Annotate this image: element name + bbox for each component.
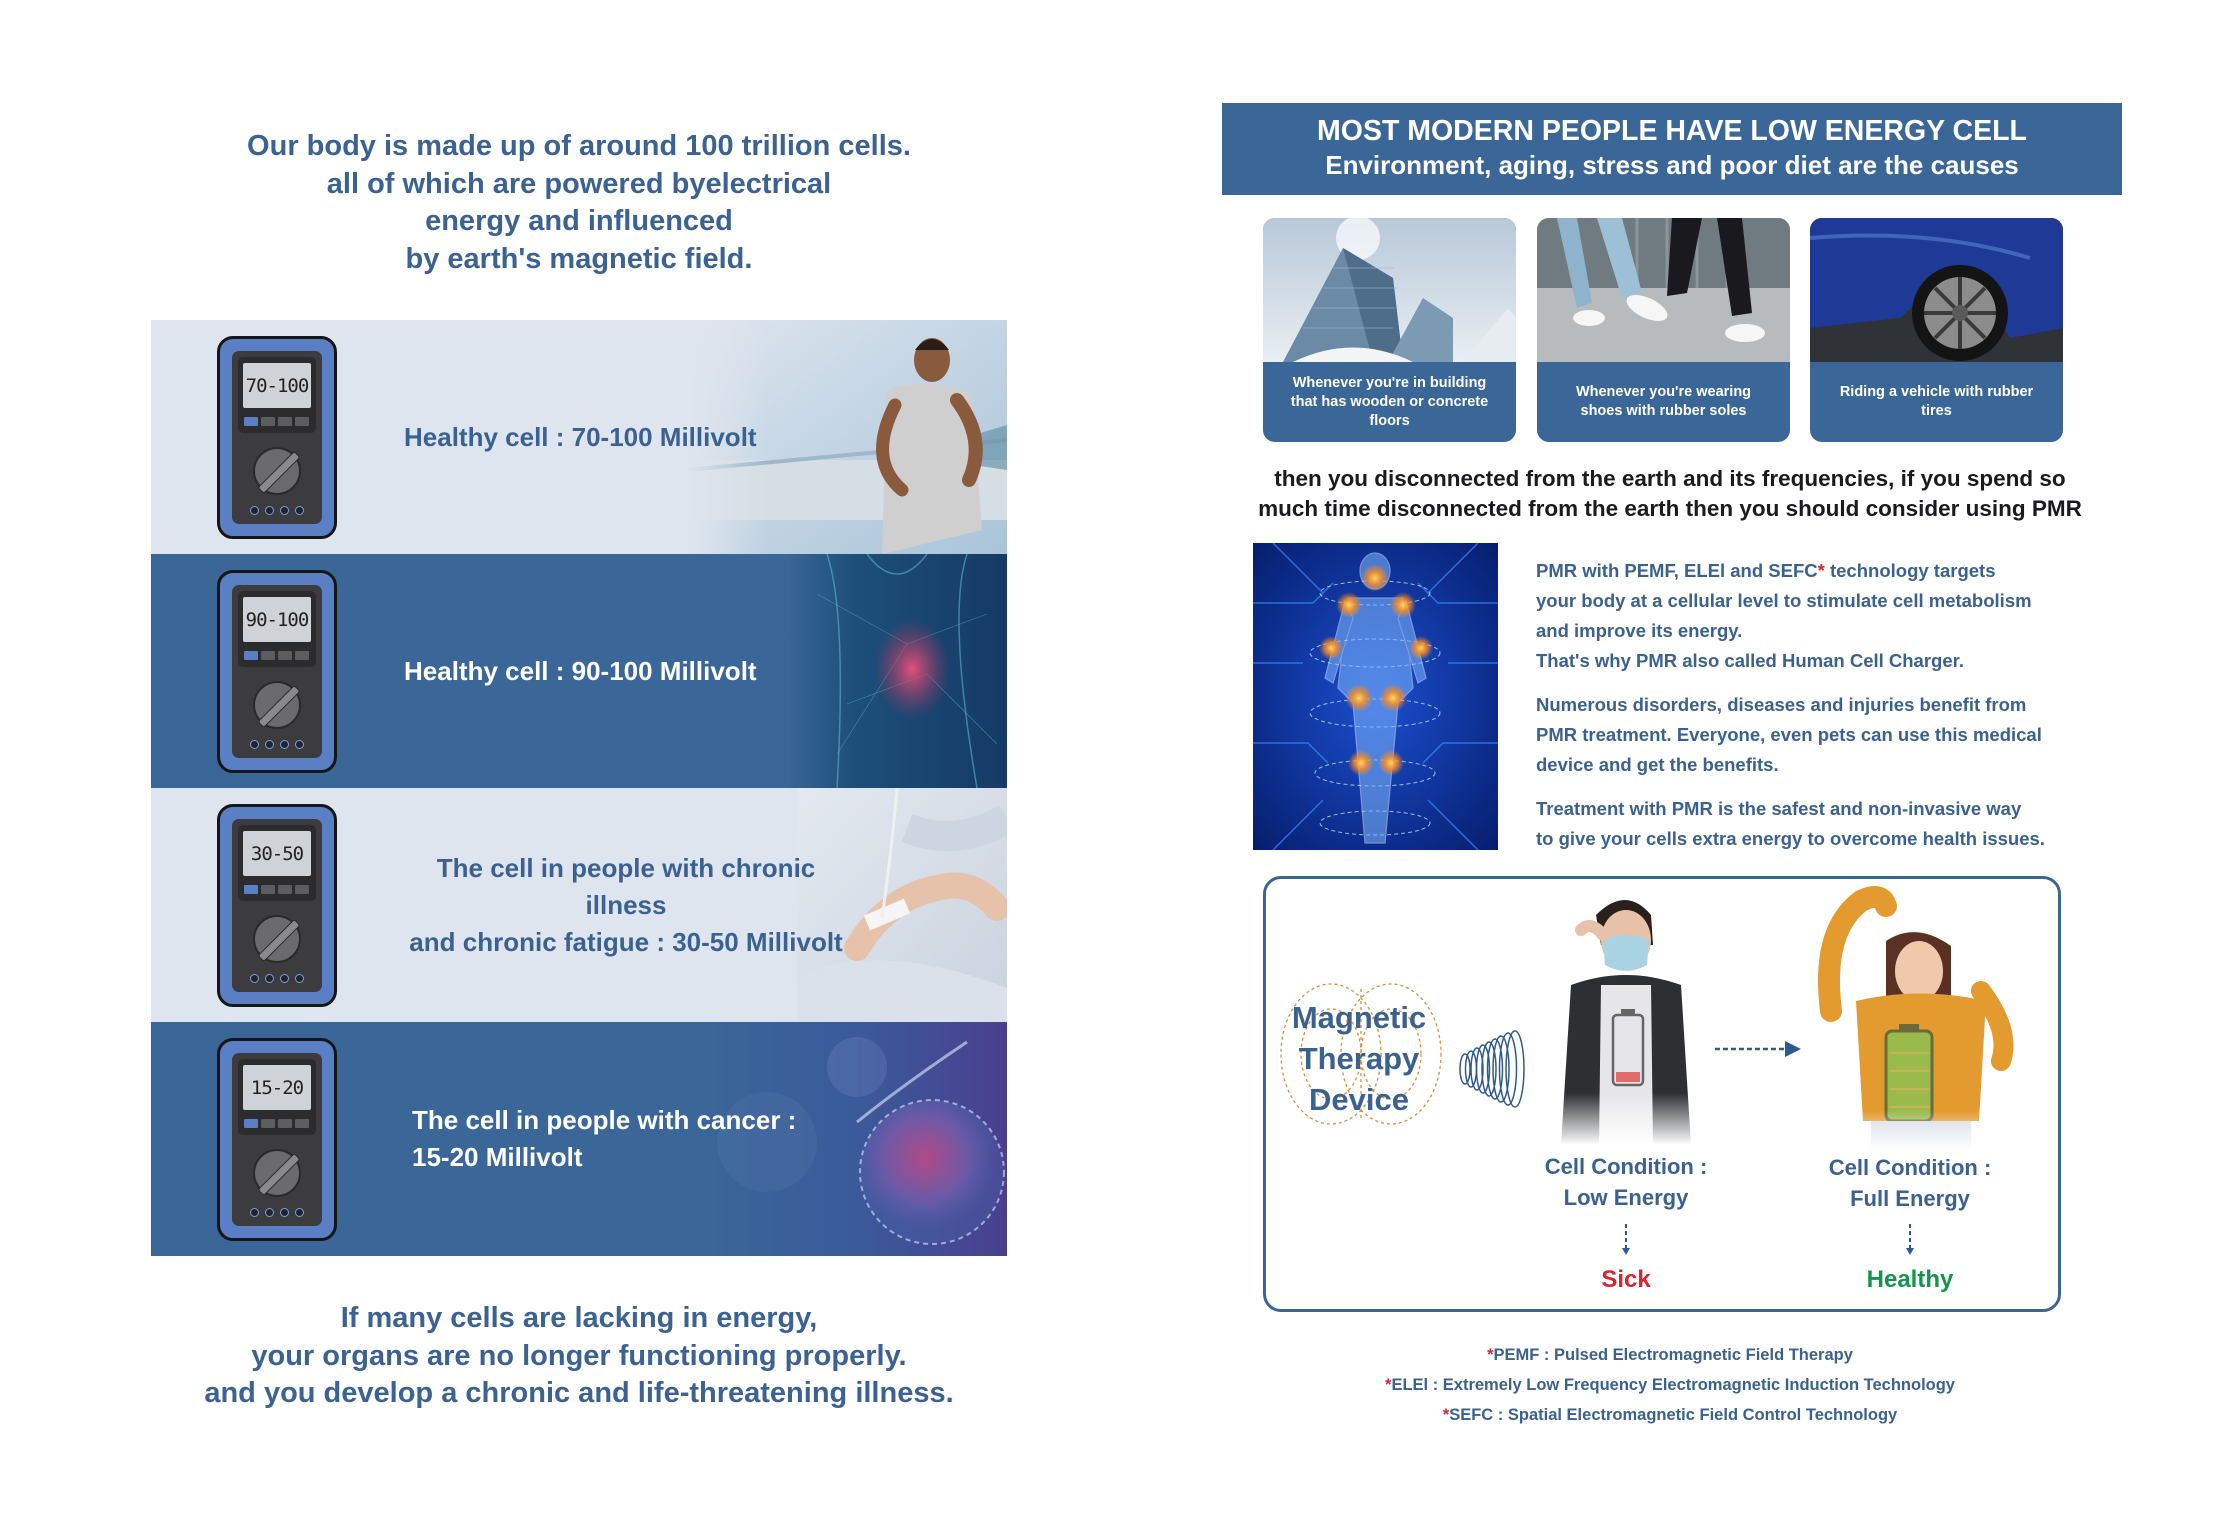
sick-woman-photo [1541, 885, 1711, 1145]
header-title: MOST MODERN PEOPLE HAVE LOW ENERGY CELL [1317, 115, 2027, 147]
multimeter-icon [217, 804, 337, 1007]
disconnect-text [1230, 464, 2110, 524]
healthy-condition [1800, 1152, 2020, 1214]
intro-line: Our body is made up of around 100 trillion cells. [247, 130, 911, 162]
footnote-text: ELEl : Extremely Low Frequency Electromagnetic Induction Technology [1391, 1376, 1955, 1394]
band-healthy-90-100 [151, 554, 1007, 788]
meter-dial-icon [253, 681, 301, 729]
healthy-result-label: Healthy [1866, 1266, 1954, 1293]
band-label-line: Healthy cell : 90-100 Millivolt [404, 655, 757, 686]
dashed-arrow-right-icon [1715, 1039, 1805, 1059]
description-line: and improve its energy. [1536, 620, 1743, 641]
footnote-pemf [1290, 1340, 2050, 1370]
intro-line: energy and influenced [425, 205, 733, 237]
device-label-line: Therapy [1298, 1041, 1420, 1076]
band-label-line: Healthy cell : 70-100 Millivolt [404, 421, 757, 452]
band-chronic-illness-30-50 [151, 788, 1007, 1022]
description-line [1536, 556, 2096, 586]
meter-reading: 90-100 [243, 597, 311, 642]
meter-dial-icon [253, 1149, 301, 1197]
description-line: your body at a cellular level to stimulate cell metabolism [1536, 590, 2032, 611]
description-line: Treatment with PMR is the safest and non-invasive way [1536, 798, 2022, 819]
card-vehicle-tires [1810, 218, 2063, 442]
condition-label: Cell Condition : [1544, 1154, 1708, 1179]
magnetic-therapy-device-label [1284, 997, 1434, 1120]
description-line: to give your cells extra energy to overcome health issues. [1536, 828, 2045, 849]
cell-voltage-panels [151, 320, 1007, 1256]
meter-reading: 15-20 [243, 1065, 311, 1110]
meter-reading: 70-100 [243, 363, 311, 408]
band-label-line: 15-20 Millivolt [412, 1142, 583, 1172]
sneakers-walking-photo [1537, 218, 1790, 362]
office-building-photo [1263, 218, 1516, 362]
sick-condition [1516, 1151, 1736, 1213]
condition-value: Low Energy [1563, 1185, 1689, 1210]
dashed-arrow-down-icon [1905, 1224, 1915, 1256]
sick-result-label: Sick [1601, 1266, 1651, 1293]
outro-text [151, 1300, 1007, 1413]
description-line: PMR treatment. Everyone, even pets can use this medical [1536, 724, 2042, 745]
asterisk-mark: * [1487, 1346, 1494, 1364]
band-label [396, 788, 856, 1022]
footnote-text: SEFC : Spatial Electromagnetic Field Control Technology [1449, 1406, 1898, 1424]
description-line: That's why PMR also called Human Cell Charger. [1536, 650, 1964, 671]
card-caption: Whenever you're in building that has wooden or concrete floors [1290, 374, 1489, 429]
intro-text [151, 128, 1007, 278]
band-label [412, 1022, 832, 1256]
header-subtitle: Environment, aging, stress and poor diet are the causes [1325, 150, 2019, 180]
device-label-line: Magnetic [1291, 1000, 1427, 1035]
description-line: device and get the benefits. [1536, 754, 1779, 775]
band-label-line: The cell in people with cancer : [412, 1105, 797, 1135]
multimeter-icon [217, 1038, 337, 1241]
footnotes [1290, 1340, 2050, 1430]
outro-line: your organs are no longer functioning properly. [251, 1339, 907, 1372]
asterisk-mark: * [1817, 560, 1825, 581]
band-label-line: and chronic fatigue : 30-50 Millivolt [409, 926, 843, 957]
intro-line: by earth's magnetic field. [405, 242, 753, 275]
intro-line: all of which are powered byelectrical [326, 167, 832, 200]
asterisk-mark: * [1442, 1406, 1450, 1424]
multimeter-icon [217, 336, 337, 539]
band-healthy-70-100 [151, 320, 1007, 554]
description-paragraph [1536, 794, 2096, 854]
band-cancer-15-20 [151, 1022, 1007, 1256]
description-line: Numerous disorders, diseases and injuries benefit from [1536, 694, 2027, 715]
condition-value: Full Energy [1850, 1186, 1970, 1211]
disconnect-line: then you disconnected from the earth and its frequencies, if you spend so [1274, 466, 2066, 491]
description-text: technology targets [1824, 560, 1996, 581]
band-label [404, 554, 824, 788]
header-banner [1222, 103, 2122, 195]
card-caption: Whenever you're wearing shoes with rubber soles [1575, 384, 1752, 419]
footnote-text: PEMF : Pulsed Electromagnetic Field Therapy [1493, 1346, 1853, 1364]
energy-body-photo [1253, 543, 1498, 850]
band-label [404, 320, 824, 554]
band-label-line: The cell in people with chronic illness [436, 852, 816, 920]
dashed-arrow-down-icon [1621, 1224, 1631, 1256]
card-building [1263, 218, 1516, 442]
pmr-description [1536, 556, 2096, 868]
meter-dial-icon [253, 915, 301, 963]
description-text: PMR with PEMF, ELEl and SEFC [1536, 560, 1818, 581]
description-paragraph [1536, 556, 2096, 676]
magnetic-wave-icon [1459, 1029, 1529, 1109]
disconnect-line: much time disconnected from the earth then you should consider using PMR [1258, 496, 2082, 521]
happy-woman-photo [1801, 881, 2031, 1151]
multimeter-icon [217, 570, 337, 773]
card-rubber-soles [1537, 218, 1790, 442]
footnote-elel [1290, 1370, 2050, 1400]
outro-line: If many cells are lacking in energy, [340, 1302, 818, 1334]
outro-line: and you develop a chronic and life-threatening illness. [204, 1377, 954, 1409]
blue-car-tire-photo [1810, 218, 2063, 362]
card-caption: Riding a vehicle with rubber tires [1839, 384, 2034, 419]
asterisk-mark: * [1385, 1376, 1392, 1394]
meter-dial-icon [253, 447, 301, 495]
condition-label: Cell Condition : [1828, 1155, 1992, 1180]
description-paragraph [1536, 690, 2096, 780]
cell-condition-comparison [1263, 876, 2061, 1312]
device-label-line: Device [1309, 1082, 1409, 1117]
footnote-sefc [1290, 1400, 2050, 1430]
cause-cards [1263, 218, 2063, 442]
meter-reading: 30-50 [243, 831, 311, 876]
